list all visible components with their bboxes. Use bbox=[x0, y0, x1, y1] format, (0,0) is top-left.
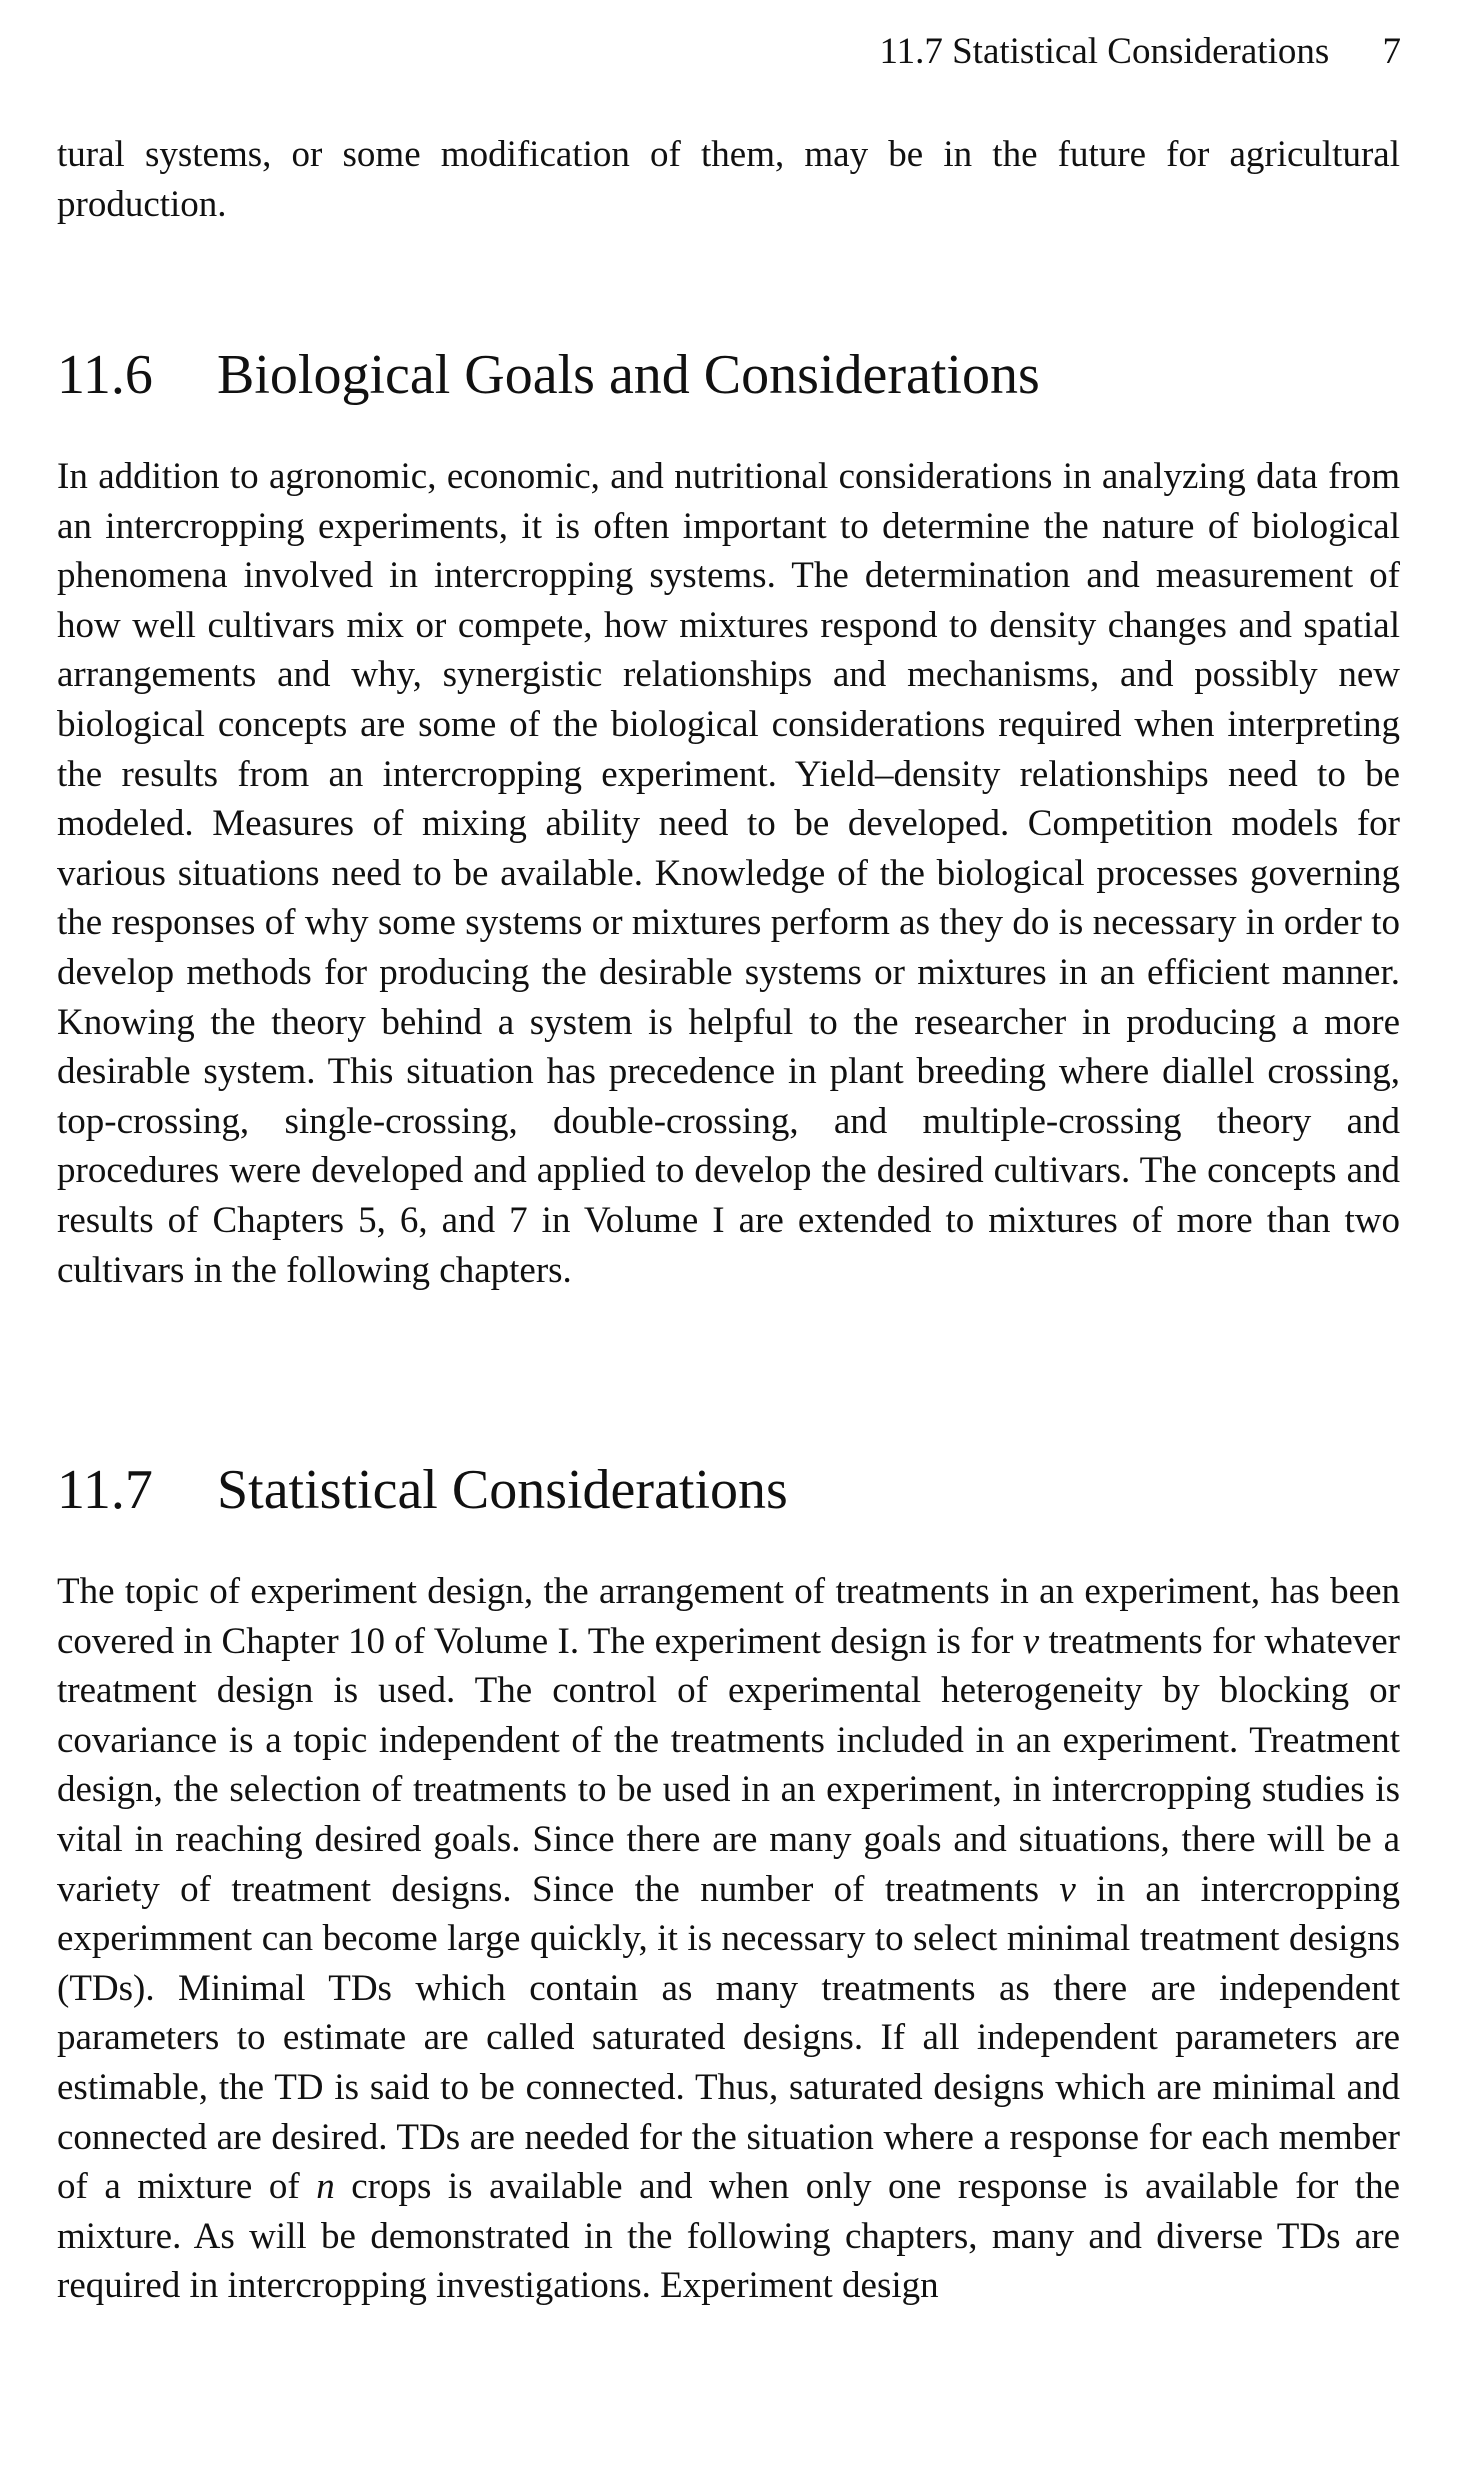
text-run: treatments for whatever treatment design is used. The control of experimental heterogeneity by blocking or covariance is a topic independent of the treatments included in an experiment. Treatment design, the selection of treatments to be used in an experiment, in intercropping studies is vital in reaching desired goals. Since there are many goals and situations, there will be a variety of treatment designs. Since the number of treatments bbox=[57, 1620, 1401, 1910]
section-11-6-paragraph: In addition to agronomic, economic, and nutritional considerations in analyzing data from an intercropping experiments, it is often important to determine the nature of biological phenomena involved in intercropping systems. The determination and measurement of how well cultivars mix or compete, how mixtures respond to density changes and spatial arrangements and why, synergistic relationships and mechanisms, and possibly new biological concepts are some of the biological considerations required when interpreting the results from an intercropping experiment. Yield–density relationships need to be modeled. Measures of mixing ability need to be developed. Competition models for various situations need to be available. Knowledge of the biological processes governing the responses of why some systems or mixtures perform as they do is necessary in order to develop methods for producing the desirable systems or mixtures in an efficient manner. Knowing the theory behind a system is helpful to the researcher in producing a more desirable system. This situation has precedence in plant breeding where diallel crossing, top-crossing, single-crossing, double-crossing, and multiple-crossing theory and procedures were developed and applied to develop the desired cultivars. The concepts and results of Chapters 5, 6, and 7 in Volume I are extended to mixtures of more than two cultivars in the following chapters. bbox=[57, 456, 1400, 1291]
math-variable-n: n bbox=[316, 2166, 335, 2208]
math-variable-v: v bbox=[1022, 1620, 1040, 1662]
page-number: 7 bbox=[1382, 31, 1401, 72]
math-variable-v: v bbox=[1059, 1868, 1076, 1910]
text-run: in an intercropping experimment can become large quickly, it is necessary to select minimal treatment designs (TDs). Minimal TDs which contain as many treatments as there are independent parameters to estimate are called saturated designs. If all independent parameters are estimable, the TD is said to be connected. Thus, saturated designs which are minimal and connected are desired. TDs are needed for the situation where a response for each member of a mixture of bbox=[57, 1868, 1400, 2208]
running-head bbox=[879, 28, 1401, 76]
section-title: Statistical Considerations bbox=[217, 1459, 788, 1521]
running-head-title: 11.7 Statistical Considerations bbox=[879, 31, 1330, 72]
section-heading-11-7 bbox=[57, 1455, 788, 1525]
section-title: Biological Goals and Considerations bbox=[217, 344, 1040, 406]
section-number: 11.6 bbox=[57, 344, 153, 406]
section-number: 11.7 bbox=[57, 1459, 153, 1521]
section-11-7-paragraph bbox=[57, 1567, 1400, 2311]
intro-paragraph: tural systems, or some modification of them, may be in the future for agricultural production. bbox=[57, 134, 1400, 225]
section-heading-11-6 bbox=[57, 340, 1040, 410]
text-run: The topic of experiment design, the arrangement of treatments in an experiment, has been covered in Chapter 10 of Volume I. The experiment design is for bbox=[57, 1571, 1400, 1662]
text-run: crops is available and when only one response is available for the mixture. As will be demonstrated in the following chapters, many and diverse TDs are required in intercropping investigations. Experiment design bbox=[57, 2166, 1400, 2307]
